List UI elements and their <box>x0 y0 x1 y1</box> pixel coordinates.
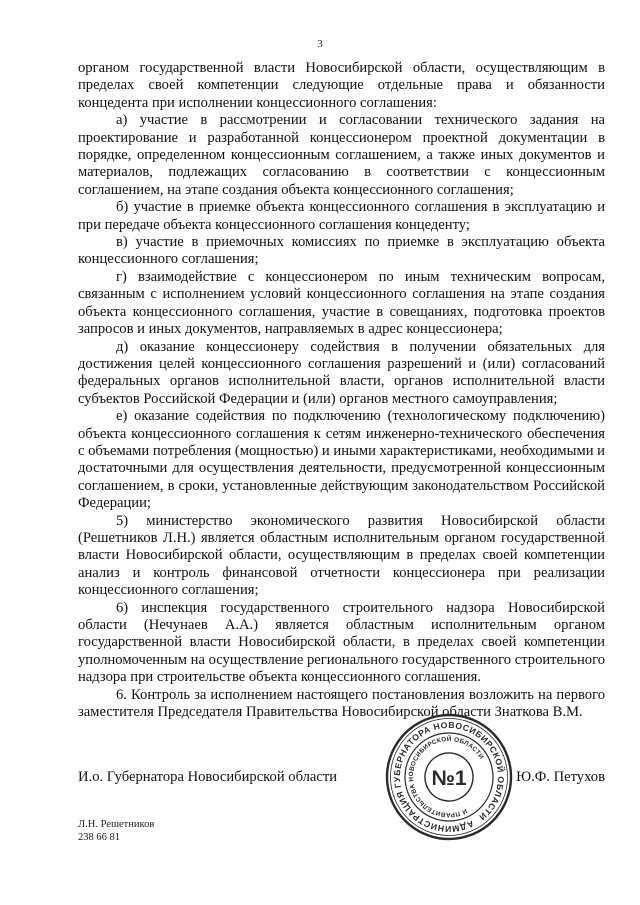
document-body <box>78 60 605 721</box>
paragraph-clause-6: 6. Контроль за исполнением настоящего постановления возложить на первого заместителя Председателя Правительства Новосибирской области Знаткова В.М. <box>78 686 605 721</box>
executor-info <box>78 818 154 844</box>
paragraph-intro: органом государственной власти Новосибирской области, осуществляющим в пределах своей компетенции следующие отдельные права и обязанности концедента при исполнении концессионного соглашения: <box>78 60 605 111</box>
paragraph-item-v: в) участие в приемочных комиссиях по приемке в эксплуатацию объекта концессионного соглашения; <box>78 234 605 268</box>
paragraph-item-b: б) участие в приемке объекта концессионного соглашения в эксплуатацию и при передаче объекта концессионного соглашения концеденту; <box>78 199 605 233</box>
executor-name: Л.Н. Решетников <box>78 819 155 830</box>
paragraph-item-g: г) взаимодействие с концессионером по иным техническим вопросам, связанным с исполнением условий концессионного соглашения на этапе создания объекта концессионного соглашения, участие в совещаниях, подготовка проектов запросов и иных документов, направляемых в адрес концессионера; <box>78 268 605 338</box>
seal-inner-text: И ПРАВИТЕЛЬСТВА НОВОСИБИРСКОЙ ОБЛАСТИ <box>407 735 485 819</box>
seal-outer-text: АДМИНИСТРАЦИЯ ГУБЕРНАТОРА НОВОСИБИРСКОЙ ОБЛАСТИ <box>391 719 507 835</box>
seal-number: №1 <box>431 767 467 790</box>
paragraph-item-5: 5) министерство экономического развития Новосибирской области (Решетников Л.Н.) является областным исполнительным органом государственной власти Новосибирской области, осуществляющим в пределах своей компетенции анализ и контроль финансовой отчетности концессионера при реализации концессионного соглашения; <box>78 512 605 599</box>
paragraph-item-a: а) участие в рассмотрении и согласовании технического задания на проектирование и разработанной концессионером проектной документации в порядке, определенном концессионным соглашением, а также иных документов и материалов, подлежащих согласованию в соответствии с концессионным соглашением, на этапе создания объекта концессионного соглашения; <box>78 112 605 198</box>
paragraph-item-e: е) оказание содействия по подключению (технологическому подключению) объекта концессионного соглашения к сетям инженерно-технического обеспечения с объемами потребления (мощностью) и иными характеристиками, необходимыми и достаточными для осуществления деятельности, предусмотренной концессионным соглашением, в сроки, установленные действующим законодательством Российской Федерации; <box>78 408 605 512</box>
executor-phone: 238 66 81 <box>78 832 120 843</box>
official-seal-stamp <box>384 712 514 842</box>
page-number: 3 <box>317 38 323 50</box>
signatory-title: И.о. Губернатора Новосибирской области <box>78 769 338 785</box>
signatory-name: Ю.Ф. Петухов <box>516 769 605 785</box>
signature-block <box>78 769 605 789</box>
paragraph-item-6: 6) инспекция государственного строительного надзора Новосибирской области (Нечунаев А.А.) является областным исполнительным органом государственной власти Новосибирской области, в пределах своей компетенции уполномоченным на осуществление регионального государственного строительного надзора при строительстве объекта концессионного соглашения. <box>78 599 605 686</box>
paragraph-item-d: д) оказание концессионеру содействия в получении обязательных для достижения целей концессионного соглашения разрешений и (или) согласований федеральных органов исполнительной власти, органов исполнительной власти субъектов Российской Федерации и (или) органов местного самоуправления; <box>78 338 605 407</box>
